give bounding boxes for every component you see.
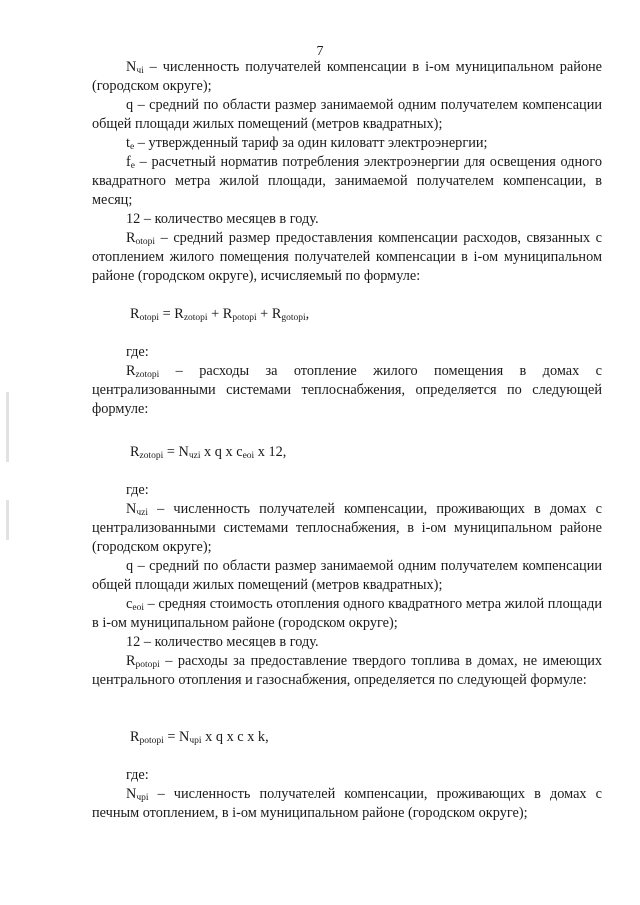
paragraph-def-r-otopi: [92, 229, 602, 286]
symbol: q: [126, 558, 134, 574]
paragraph-def-te: [92, 134, 602, 153]
formula-term: + R: [256, 306, 282, 322]
paragraph-text: – средний по области размер занимаемой одним получателем компенсации общей площади жилых помещений (метров квадратных);: [92, 97, 602, 132]
formula-subscript: potopi: [232, 313, 257, 323]
paragraph-where: где:: [126, 482, 149, 498]
formula-term: + R: [207, 306, 233, 322]
paragraph-where: где:: [126, 344, 149, 360]
symbol-subscript: otopi: [135, 237, 156, 247]
paragraph-text: – расчетный норматив потребления электроэнергии для освещения одного квадратного метра жилой площади, занимаемой получателем компенсации, в месяц;: [92, 154, 602, 208]
paragraph-def-fe: [92, 153, 602, 210]
symbol: N: [126, 501, 137, 517]
symbol-subscript: zotopi: [135, 370, 160, 380]
scan-edge-mark: [6, 392, 9, 462]
symbol-subscript: чpi: [136, 793, 149, 803]
paragraph-months: 12 – количество месяцев в году.: [126, 211, 319, 227]
formula-term: = N: [163, 729, 190, 745]
page-number: 7: [316, 44, 324, 59]
symbol-subscript: eoi: [132, 603, 144, 613]
symbol-subscript: чzi: [136, 508, 148, 518]
formula-term: x q x c: [200, 444, 243, 460]
symbol-subscript: e: [129, 142, 135, 152]
symbol: N: [126, 59, 137, 75]
paragraph-def-n-chzi: [92, 500, 602, 557]
paragraph-text: – расходы за предоставление твердого топлива в домах, не имеющих центрального отопления и газоснабжения, определяется по следующей формуле:: [92, 653, 602, 688]
formula-term: R: [130, 306, 140, 322]
symbol-subscript: potopi: [135, 660, 160, 670]
symbol-subscript: чi: [136, 66, 144, 76]
paragraph-text: – расходы за отопление жилого помещения в домах с централизованными системами теплоснабжения, определяется по следующей формуле:: [92, 363, 602, 417]
formula-subscript: zotopi: [139, 451, 164, 461]
formula-subscript: eoi: [242, 451, 255, 461]
formula-subscript: zotopi: [183, 313, 208, 323]
formula-term: x 12,: [254, 444, 287, 460]
symbol: q: [126, 97, 134, 113]
symbol: c: [126, 596, 133, 612]
symbol: t: [126, 135, 130, 151]
symbol: R: [126, 363, 136, 379]
formula-term: ,: [305, 306, 310, 322]
formula-r-otopi: [130, 305, 309, 324]
paragraph-def-n-chpi: [92, 785, 602, 823]
formula-r-zotopi: [130, 443, 286, 462]
paragraph-months-2: 12 – количество месяцев в году.: [126, 634, 319, 650]
paragraph-text: – утвержденный тариф за один киловатт электроэнергии;: [134, 135, 488, 151]
formula-term: R: [130, 444, 140, 460]
paragraph-def-n-chi: [92, 58, 602, 96]
formula-subscript: otopi: [139, 313, 160, 323]
symbol: N: [126, 786, 137, 802]
symbol-subscript: e: [130, 161, 135, 171]
symbol: f: [126, 154, 131, 170]
paragraph-def-c-eoi: [92, 595, 602, 633]
symbol: R: [126, 653, 136, 669]
formula-term: R: [130, 729, 140, 745]
formula-r-potopi: [130, 728, 269, 747]
paragraph-text: – численность получателей компенсации в i-ом муниципальном районе (городском округе);: [92, 59, 602, 94]
paragraph-def-q: [92, 96, 602, 134]
symbol: R: [126, 230, 136, 246]
formula-term: x q x c x k,: [201, 729, 269, 745]
formula-subscript: чzi: [188, 451, 201, 461]
paragraph-def-r-zotopi: [92, 362, 602, 419]
formula-subscript: чpi: [189, 736, 202, 746]
paragraph-text: – средний по области размер занимаемой одним получателем компенсации общей площади жилых помещений (метров квадратных);: [92, 558, 602, 593]
paragraph-def-q-2: [92, 557, 602, 595]
formula-subscript: potopi: [139, 736, 164, 746]
formula-term: = N: [163, 444, 189, 460]
formula-subscript: gotopi: [281, 313, 306, 323]
formula-term: = R: [159, 306, 184, 322]
paragraph-def-r-potopi: [92, 652, 602, 690]
paragraph-where: где:: [126, 767, 149, 783]
paragraph-text: – численность получателей компенсации, проживающих в домах с централизованными системами теплоснабжения, в i-ом муниципальном районе (городском округе);: [92, 501, 602, 555]
paragraph-text: – численность получателей компенсации, проживающих в домах с печным отоплением, в i-ом муниципальном районе (городском округе);: [92, 786, 602, 821]
scan-edge-mark: [6, 500, 9, 540]
paragraph-text: – средняя стоимость отопления одного квадратного метра жилой площади в i-ом муниципальном районе (городском округе);: [92, 596, 602, 631]
paragraph-text: – средний размер предоставления компенсации расходов, связанных с отоплением жилого помещения получателей компенсации в i-ом муниципальном районе (городском округе), исчисляемый по формуле:: [92, 230, 602, 284]
